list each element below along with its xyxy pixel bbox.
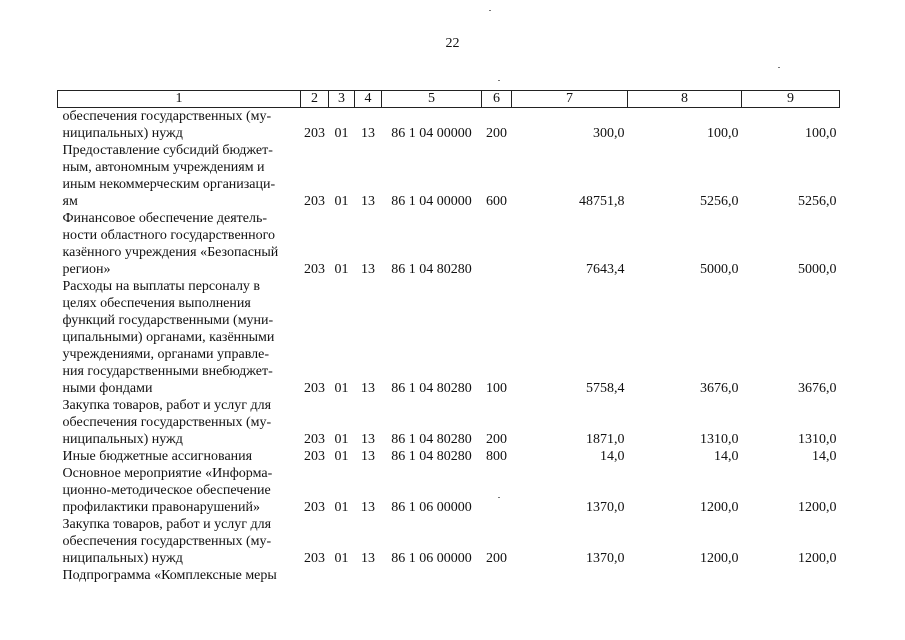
item-name-line: Предоставление субсидий бюджет- xyxy=(62,143,273,158)
amount-cell: 1310,0 xyxy=(700,432,739,447)
target-article-cell: 86 1 04 80280 xyxy=(391,262,472,277)
table-row xyxy=(58,567,840,584)
header-cell: 9 xyxy=(742,91,840,108)
amount-cell: 1200,0 xyxy=(798,551,837,566)
amount-cell: 14,0 xyxy=(600,449,625,464)
section-code-cell: 203 xyxy=(304,194,325,209)
table-row xyxy=(58,448,840,465)
item-name-line: казённого учреждения «Безопасный xyxy=(62,245,279,260)
item-name-cell xyxy=(58,278,301,397)
expense-type-cell: 200 xyxy=(486,432,507,447)
amount-cell: 5256,0 xyxy=(700,194,739,209)
subsection-code-cell: 01 xyxy=(334,262,349,277)
item-name-line: ционно-методическое обеспечение xyxy=(62,483,271,498)
item-name-line: ниципальных) нужд xyxy=(62,126,183,141)
table-header-row xyxy=(58,91,840,108)
amount-cell: 5758,4 xyxy=(586,381,625,396)
item-name-line: ными фондами xyxy=(62,381,153,396)
table-row xyxy=(58,108,840,143)
item-name-cell xyxy=(58,465,301,516)
amount-cell xyxy=(742,567,840,584)
section-code-cell: 203 xyxy=(304,262,325,277)
header-cell: 8 xyxy=(628,91,742,108)
amount-cell: 14,0 xyxy=(812,449,837,464)
subsection-code-cell: 13 xyxy=(361,432,375,447)
amount-cell xyxy=(512,567,628,584)
amount-cell: 1200,0 xyxy=(700,551,739,566)
subsection-code-cell: 13 xyxy=(361,194,375,209)
table-body xyxy=(58,108,840,585)
subsection-code-cell: 01 xyxy=(334,126,349,141)
subsection-code-cell: 13 xyxy=(361,262,375,277)
target-article-cell: 86 1 04 80280 xyxy=(391,432,472,447)
scan-speck xyxy=(498,80,500,81)
item-name-line: целях обеспечения выполнения xyxy=(62,296,251,311)
item-name-cell xyxy=(58,142,301,210)
header-cell: 7 xyxy=(512,91,628,108)
expense-type-cell: 200 xyxy=(486,551,507,566)
target-article-cell: 86 1 04 80280 xyxy=(391,449,472,464)
amount-cell: 5000,0 xyxy=(700,262,739,277)
target-article-cell: 86 1 06 00000 xyxy=(391,551,472,566)
section-code-cell: 203 xyxy=(304,432,325,447)
subsection-code-cell: 01 xyxy=(334,551,349,566)
section-code-cell: 203 xyxy=(304,449,325,464)
amount-cell: 1370,0 xyxy=(586,500,625,515)
item-name-line: учреждениями, органами управле- xyxy=(62,347,270,362)
amount-cell: 5256,0 xyxy=(798,194,837,209)
amount-cell: 100,0 xyxy=(707,126,739,141)
scan-speck xyxy=(778,67,780,68)
item-name-line: ниципальных) нужд xyxy=(62,432,183,447)
expense-type-cell xyxy=(482,567,512,584)
amount-cell: 7643,4 xyxy=(586,262,625,277)
header-cell: 3 xyxy=(329,91,355,108)
item-name-line: ния государственными внебюджет- xyxy=(62,364,273,379)
target-article-cell: 86 1 06 00000 xyxy=(391,500,472,515)
amount-cell: 300,0 xyxy=(593,126,625,141)
scan-speck xyxy=(489,10,491,11)
table-row xyxy=(58,465,840,516)
expense-type-cell: 100 xyxy=(486,381,507,396)
item-name-line: функций государственными (муни- xyxy=(62,313,274,328)
section-code-cell: 203 xyxy=(304,500,325,515)
item-name-line: профилактики правонарушений» xyxy=(62,500,260,515)
amount-cell: 3676,0 xyxy=(700,381,739,396)
item-name-cell xyxy=(58,108,301,143)
subsection-code-cell: 13 xyxy=(361,381,375,396)
table-row xyxy=(58,210,840,278)
subsection-code-cell: 01 xyxy=(334,432,349,447)
amount-cell: 14,0 xyxy=(714,449,739,464)
subsection-code-cell: 01 xyxy=(334,449,349,464)
expense-type-cell: 800 xyxy=(486,449,507,464)
amount-cell: 100,0 xyxy=(805,126,837,141)
table-row xyxy=(58,142,840,210)
table-row xyxy=(58,397,840,448)
item-name-cell xyxy=(58,567,301,584)
amount-cell xyxy=(628,567,742,584)
item-name-line: ципальными) органами, казёнными xyxy=(62,330,275,345)
amount-cell: 1310,0 xyxy=(798,432,837,447)
expense-type-cell: 600 xyxy=(486,194,507,209)
table-row xyxy=(58,278,840,397)
table-row xyxy=(58,516,840,567)
item-name-cell xyxy=(58,210,301,278)
section-code-cell: 203 xyxy=(304,126,325,141)
target-article-cell: 86 1 04 00000 xyxy=(391,126,472,141)
subsection-code-cell: 13 xyxy=(361,500,375,515)
item-name-line: регион» xyxy=(62,262,111,277)
expense-type-cell xyxy=(482,465,512,516)
page-number: 22 xyxy=(445,36,460,51)
item-name-cell xyxy=(58,397,301,448)
amount-cell: 5000,0 xyxy=(798,262,837,277)
item-name-line: Основное мероприятие «Информа- xyxy=(62,466,273,481)
target-article-cell: 86 1 04 80280 xyxy=(391,381,472,396)
section-code-cell: 203 xyxy=(304,551,325,566)
item-name-line: Финансовое обеспечение деятель- xyxy=(62,211,268,226)
expense-type-cell: 200 xyxy=(486,126,507,141)
amount-cell: 1370,0 xyxy=(586,551,625,566)
subsection-code-cell: 13 xyxy=(361,126,375,141)
item-name-line: обеспечения государственных (му- xyxy=(62,415,272,430)
section-code-cell xyxy=(301,567,329,584)
section-code-cell: 203 xyxy=(304,381,325,396)
amount-cell: 1871,0 xyxy=(586,432,625,447)
subsection-code-cell: 01 xyxy=(334,194,349,209)
amount-cell: 48751,8 xyxy=(579,194,625,209)
item-name-line: ниципальных) нужд xyxy=(62,551,183,566)
amount-cell: 3676,0 xyxy=(798,381,837,396)
item-name-line: Закупка товаров, работ и услуг для xyxy=(62,398,272,413)
header-cell: 4 xyxy=(355,91,382,108)
item-name-line: ным, автономным учреждениям и xyxy=(62,160,265,175)
item-name-line: обеспечения государственных (му- xyxy=(62,109,272,124)
budget-table xyxy=(57,90,840,584)
subsection-code-cell: 13 xyxy=(361,551,375,566)
subsection-code-cell: 13 xyxy=(361,449,375,464)
header-cell: 1 xyxy=(58,91,301,108)
subsection-code-cell xyxy=(355,567,382,584)
subsection-code-cell: 01 xyxy=(334,381,349,396)
item-name-cell xyxy=(58,448,301,465)
expense-type-cell xyxy=(482,210,512,278)
item-name-line: иным некоммерческим организаци- xyxy=(62,177,276,192)
item-name-cell xyxy=(58,516,301,567)
target-article-cell xyxy=(382,567,482,584)
item-name-line: Расходы на выплаты персоналу в xyxy=(62,279,261,294)
header-cell: 6 xyxy=(482,91,512,108)
amount-cell: 1200,0 xyxy=(798,500,837,515)
item-name-line: ности областного государственного xyxy=(62,228,276,243)
item-name-line: обеспечения государственных (му- xyxy=(62,534,272,549)
item-name-line: ям xyxy=(62,194,78,209)
subsection-code-cell xyxy=(329,567,355,584)
amount-cell: 1200,0 xyxy=(700,500,739,515)
header-cell: 2 xyxy=(301,91,329,108)
subsection-code-cell: 01 xyxy=(334,500,349,515)
item-name-line: Иные бюджетные ассигнования xyxy=(62,449,253,464)
target-article-cell: 86 1 04 00000 xyxy=(391,194,472,209)
header-cell: 5 xyxy=(382,91,482,108)
item-name-line: Подпрограмма «Комплексные меры xyxy=(62,568,277,583)
item-name-line: Закупка товаров, работ и услуг для xyxy=(62,517,272,532)
